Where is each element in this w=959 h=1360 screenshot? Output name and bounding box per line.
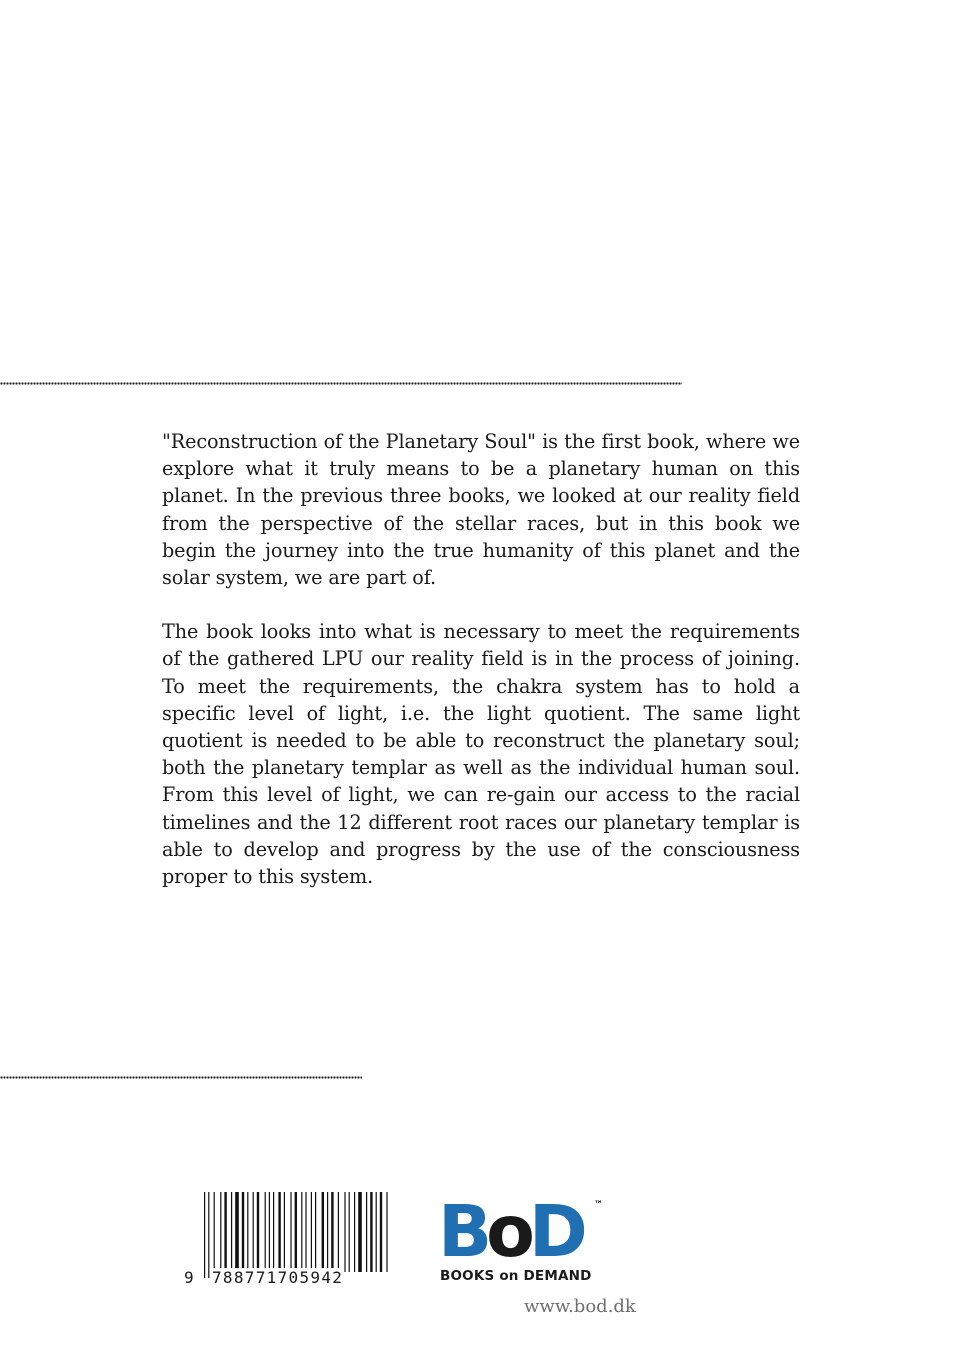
- barcode-bar: [376, 1192, 377, 1272]
- barcode-bar: [349, 1192, 350, 1272]
- barcode-bar: [380, 1192, 382, 1272]
- barcode-bar: [204, 1192, 205, 1278]
- barcode-bar: [322, 1192, 324, 1272]
- bod-logo-mark: [438, 1190, 582, 1273]
- barcode-bar: [273, 1192, 274, 1272]
- bod-logo-letter-o: o: [486, 1190, 529, 1273]
- barcode-bar: [331, 1192, 333, 1272]
- dotted-rule-bottom: [0, 1076, 362, 1079]
- barcode-bar: [247, 1192, 248, 1272]
- barcode-bar: [242, 1192, 244, 1272]
- barcode-bars: [182, 1192, 392, 1278]
- barcode-bar: [386, 1192, 387, 1272]
- bod-logo-letter-b: B: [438, 1190, 487, 1273]
- barcode-number: 788771705942: [212, 1268, 344, 1287]
- barcode-bar: [301, 1192, 302, 1272]
- barcode-bar: [253, 1192, 254, 1272]
- barcode-bar: [257, 1192, 259, 1272]
- blurb-paragraph-2: The book looks into what is necessary to meet the requirements of the gathered LPU our reality field is in the process of joining. To meet the requirements, the chakra system has to hold a specific level of light, i.e. the light quotient. The same light quotient is needed to be able to reconstruct the planetary soul; both the planetary templar as well as the individual human soul. From this level of light, we can re-gain our access to the racial timelines and the 12 different root races our planetary templar is able to develop and progress by the use of the consciousness proper to this system.: [162, 620, 800, 889]
- isbn-barcode: [182, 1192, 392, 1290]
- publisher-url: www.bod.dk: [524, 1296, 636, 1317]
- barcode-bar: [344, 1192, 345, 1272]
- barcode-bar: [327, 1192, 328, 1272]
- bod-logo: [438, 1190, 618, 1286]
- barcode-bar: [338, 1192, 339, 1272]
- barcode-bar: [235, 1192, 239, 1272]
- barcode-bar: [295, 1192, 297, 1272]
- trademark-symbol: ™: [594, 1200, 603, 1210]
- barcode-bar: [231, 1192, 232, 1272]
- barcode-bar: [208, 1192, 209, 1278]
- back-cover-blurb: [162, 428, 800, 917]
- dotted-rule-top: [0, 382, 682, 385]
- barcode-bar: [284, 1192, 285, 1272]
- barcode-bar: [305, 1192, 306, 1272]
- blurb-paragraph-1: "Reconstruction of the Planetary Soul" is the first book, where we explore what it truly means to be a planetary human on this planet. In the previous three books, we looked at our reality field from the perspective of the stellar races, but in this book we begin the journey into the true humanity of this planet and the solar system, we are part of.: [162, 430, 800, 590]
- barcode-first-digit: 9: [184, 1268, 194, 1287]
- barcode-bar: [214, 1192, 215, 1272]
- barcode-bar: [370, 1192, 372, 1272]
- barcode-bar: [315, 1192, 316, 1278]
- barcode-bar: [358, 1192, 362, 1272]
- barcode-bar: [224, 1192, 226, 1272]
- barcode-bar: [220, 1192, 221, 1272]
- bod-tagline: BOOKS on DEMAND: [440, 1268, 592, 1284]
- barcode-bar: [278, 1192, 280, 1272]
- barcode-bar: [265, 1192, 266, 1272]
- barcode-bar: [354, 1192, 355, 1272]
- bod-logo-letter-d: D: [528, 1190, 582, 1273]
- barcode-bar: [311, 1192, 312, 1278]
- barcode-bar: [269, 1192, 270, 1272]
- barcode-bar: [366, 1192, 367, 1272]
- barcode-bar: [290, 1192, 291, 1272]
